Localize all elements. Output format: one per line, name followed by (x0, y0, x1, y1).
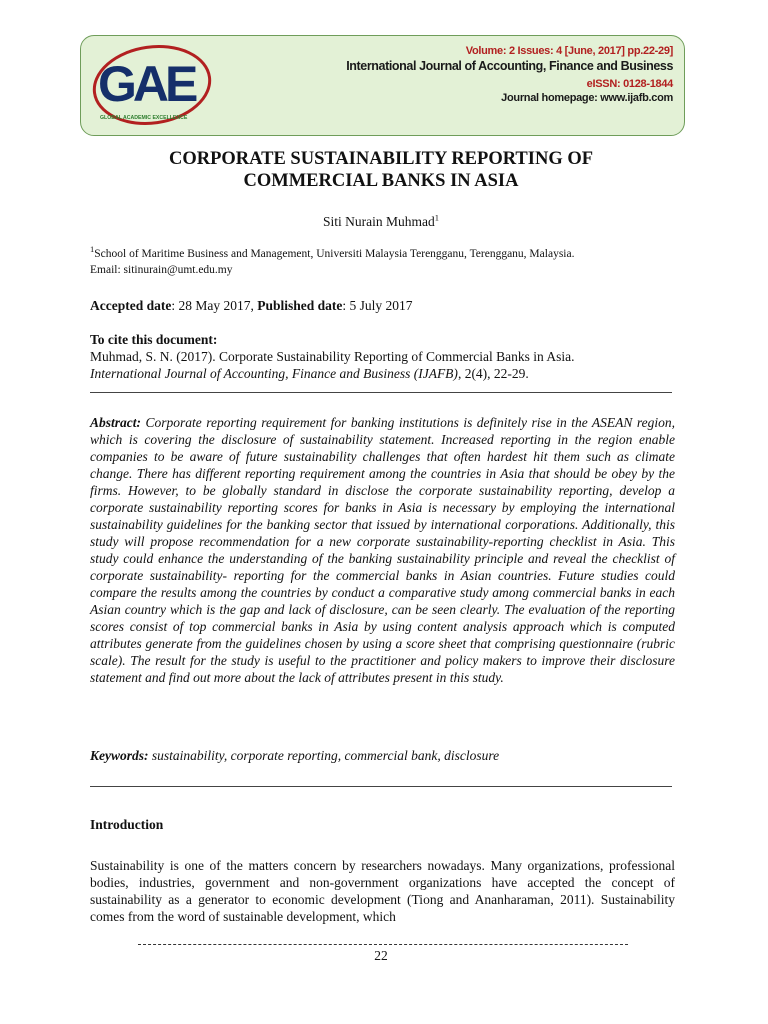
title-line-1: CORPORATE SUSTAINABILITY REPORTING OF (168, 149, 594, 169)
keywords-text: sustainability, corporate reporting, commercial bank, disclosure (148, 748, 500, 763)
affiliation-block (90, 246, 574, 278)
logo-caption: GLOBAL ACADEMIC EXCELLENCE (100, 115, 188, 121)
title-line-2: COMMERCIAL BANKS IN ASIA (243, 171, 519, 191)
paper-title (90, 148, 672, 192)
citation-line-2 (90, 365, 574, 382)
author-name: Siti Nurain Muhmad (323, 214, 435, 229)
volume-info: Volume: 2 Issues: 4 [June, 2017] pp.22-29] (465, 45, 673, 57)
citation-volume: , 2(4), 22-29. (457, 366, 529, 381)
abstract (90, 414, 675, 686)
accepted-label: Accepted date (90, 298, 172, 313)
dates-line (90, 298, 413, 314)
introduction-text: Sustainability is one of the matters concern by researchers nowadays. Many organizations, professional bodies, industries, government and non-government organizations have accepted the concept of sustainability as a generator to economic development (Tiong and Ananharaman, 2011). Sustainability comes from the word of sustainable development, which (90, 858, 675, 924)
abstract-label: Abstract: (90, 415, 142, 430)
affiliation-text: School of Maritime Business and Management, Universiti Malaysia Terengganu, Terengganu, Malaysia. (94, 248, 575, 260)
citation (90, 348, 574, 382)
citation-line-1: Muhmad, S. N. (2017). Corporate Sustainability Reporting of Commercial Banks in Asia. (90, 349, 575, 364)
logo-text: GAE (98, 56, 195, 112)
divider-bottom (90, 786, 672, 787)
divider-top (90, 392, 672, 393)
published-label: Published date (257, 298, 343, 313)
author-line (90, 214, 672, 230)
eissn: eISSN: 0128-1844 (586, 78, 673, 90)
author-email: Email: sitinurain@umt.edu.my (90, 264, 233, 276)
page-number: 22 (374, 948, 388, 963)
keywords-label: Keywords: (90, 748, 149, 763)
author-superscript: 1 (434, 212, 439, 223)
published-date: : 5 July 2017 (342, 298, 413, 313)
journal-name: International Journal of Accounting, Finance and Business (346, 59, 673, 73)
cite-heading: To cite this document: (90, 332, 218, 347)
journal-homepage: Journal homepage: www.ijafb.com (501, 92, 673, 104)
abstract-text: Corporate reporting requirement for banking institutions is definitely rise in the ASEAN region, which is covering the disclosure of sustainability statement. Increased reporting in the region enable companies to be aware of future sustainability challenges that often hardest hit them such as climate change. There has different reporting requirement among the countries in Asia that should be obey by the firms. However, to be globally standard in disclose the corporate sustainability reporting, develop a corporate sustainability reporting scores for banks in Asia is necessary by employing the international sustainability guidelines for the banking sector that issued by international corporations. Additionally, this study will propose recommendation for a new corporate sustainability-reporting checklist in Asia. This study could enhance the understanding of the banking sustainability principle and reveal the checklist of corporate sustainability- reporting for the commercial banks in Asian countries. Future studies could compare the results among the countries by conduct a comparative study among commercial banks in each Asian country which is the gap and lack of disclosure, can be seen clearly. The evaluation of the reporting scores consist of top commercial banks in Asia by using content analysis approach which is computed attributes generate from the guidelines chosen by using a score sheet that comprising questionnaire (rubric scale). The result for the study is useful to the practitioner and policy makers to improve their disclosure statement and find out more about the lack of attributes present in this study. (90, 415, 676, 685)
affiliation-superscript: 1 (90, 244, 95, 255)
gae-logo (90, 41, 215, 131)
keywords-line (90, 748, 499, 764)
citation-journal: International Journal of Accounting, Finance and Business (IJAFB) (90, 366, 458, 381)
footer-divider (138, 944, 628, 945)
accepted-date: : 28 May 2017, (171, 298, 258, 313)
introduction-heading: Introduction (90, 817, 164, 832)
